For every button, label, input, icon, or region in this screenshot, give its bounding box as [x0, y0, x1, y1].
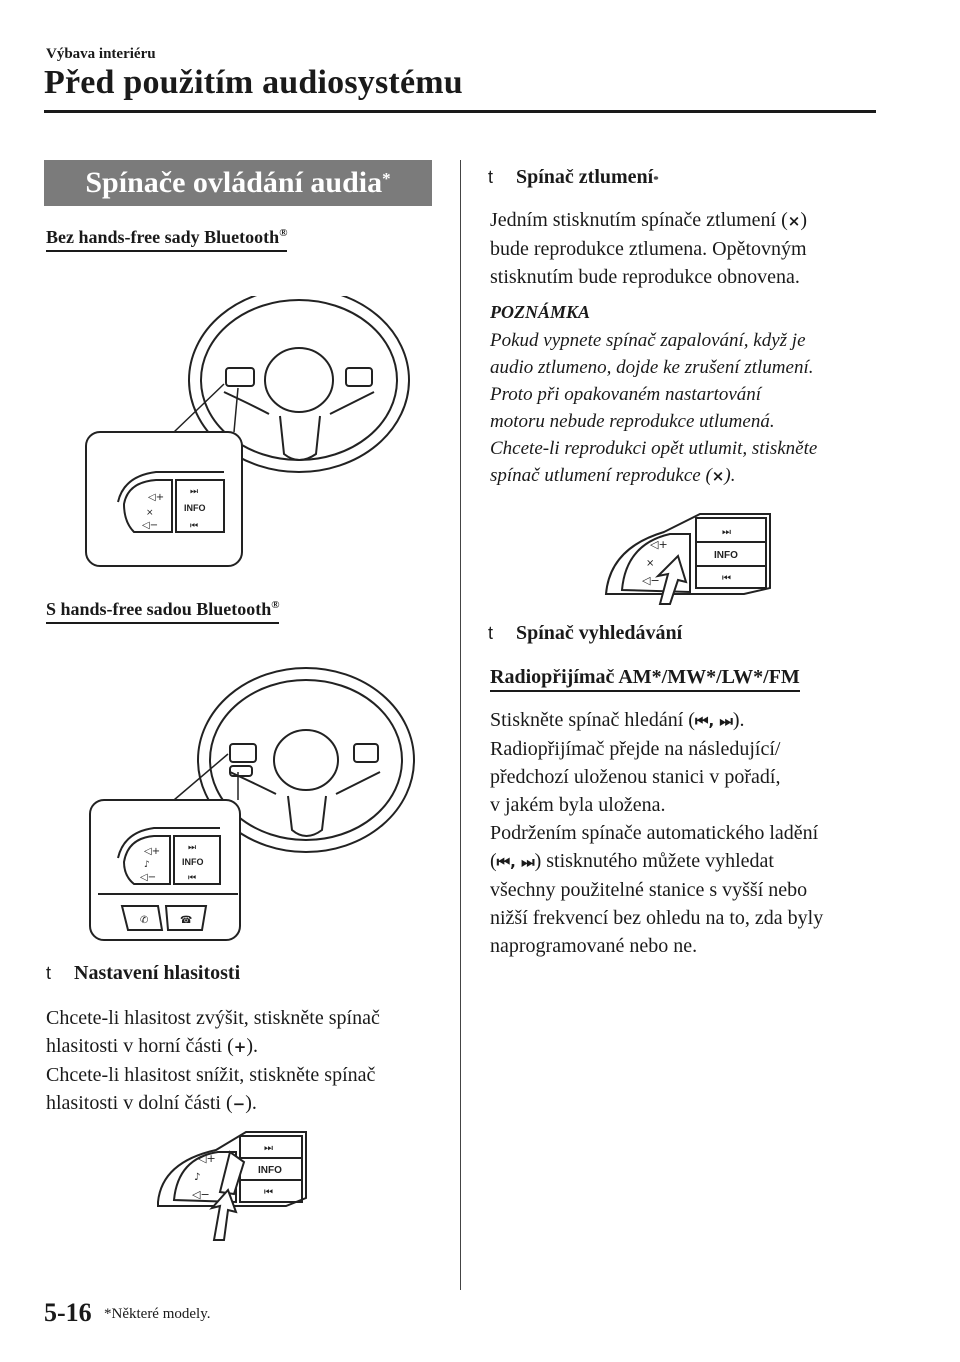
svg-text:◁+: ◁+ — [198, 1152, 216, 1165]
heading-mute — [488, 166, 659, 189]
registered-mark: ® — [279, 227, 288, 239]
heading-volume — [46, 962, 240, 985]
text-line: Radiopřijímač přejde na následující/ — [490, 738, 781, 760]
heading-text: Spínač vyhledávání — [516, 622, 683, 644]
text-line: hlasitosti v dolní části (−). — [46, 1092, 257, 1114]
volume-switch-illustration — [156, 1122, 312, 1244]
text-line: hlasitosti v horní části (+). — [46, 1035, 259, 1057]
svg-text:⏭: ⏭ — [190, 487, 199, 497]
svg-text:◁−: ◁− — [192, 1188, 210, 1201]
svg-text:✆: ✆ — [140, 915, 149, 926]
text-line: Chcete-li hlasitost zvýšit, stiskněte spínač — [46, 1007, 380, 1029]
bullet-marker: t — [488, 167, 494, 187]
volume-down-icon: − — [232, 1095, 246, 1113]
registered-mark: ® — [271, 599, 280, 611]
text-line: nižší frekvencí bez ohledu na to, zda byly — [490, 907, 824, 929]
search-paragraph — [490, 706, 910, 960]
svg-text:⏮: ⏮ — [722, 573, 731, 584]
text-line: Podržením spínače automatického ladění — [490, 822, 819, 844]
mute-icon: ⨯ — [711, 467, 725, 485]
svg-text:⨯: ⨯ — [146, 508, 154, 518]
text-line: (⏮, ⏭) stisknutého můžete vyhledat — [490, 850, 774, 872]
svg-text:♪: ♪ — [194, 1172, 201, 1183]
heading-without-bluetooth — [46, 222, 287, 252]
svg-text:◁+: ◁+ — [148, 492, 165, 503]
text-line: bude reprodukce ztlumena. Opětovným — [490, 238, 807, 260]
column-divider — [460, 160, 461, 1290]
page-number: 5-16 — [44, 1298, 92, 1327]
svg-text:◁+: ◁+ — [650, 538, 668, 551]
heading-text: Spínač ztlumení — [516, 166, 654, 188]
page-title: Před použitím audiosystému — [44, 64, 463, 101]
svg-text:◁−: ◁− — [142, 520, 159, 531]
footnote: *Některé modely. — [104, 1306, 211, 1322]
svg-text:◁−: ◁− — [140, 872, 157, 883]
mute-paragraph — [490, 206, 890, 291]
heading-search — [488, 622, 682, 645]
section-banner — [44, 160, 432, 206]
text-line: Proto při opakovaném nastartování — [490, 384, 762, 405]
info-label: INFO — [182, 857, 204, 867]
text-line: motoru nebude reprodukce utlumená. — [490, 411, 775, 432]
info-label: INFO — [184, 503, 206, 513]
volume-paragraph — [46, 1004, 446, 1118]
svg-text:⨯: ⨯ — [646, 558, 655, 569]
text-line: audio ztlumeno, dojde ke zrušení ztlumení. — [490, 357, 814, 378]
info-label: INFO — [258, 1165, 282, 1176]
text-line: Pokud vypnete spínač zapalování, když je — [490, 330, 806, 351]
heading-text: S hands-free sadou Bluetooth — [46, 599, 272, 619]
heading-with-bluetooth — [46, 594, 279, 624]
seek-icons: ⏮, ⏭ — [496, 853, 535, 871]
text-line: v jakém byla uložena. — [490, 794, 666, 816]
text-line: stisknutím bude reprodukce obnovena. — [490, 266, 800, 288]
asterisk-mark: * — [653, 174, 659, 186]
svg-text:⏮: ⏮ — [188, 873, 197, 883]
svg-text:♪: ♪ — [144, 860, 150, 870]
breadcrumb: Výbava interiéru — [46, 46, 156, 62]
text-line: naprogramované nebo ne. — [490, 935, 698, 957]
text-line: spínač utlumení reprodukce (⨯). — [490, 465, 736, 486]
heading-text: Nastavení hlasitosti — [74, 962, 241, 984]
bullet-marker: t — [488, 623, 494, 643]
heading-text: Bez hands-free sady Bluetooth — [46, 227, 280, 247]
text-line: Jedním stisknutím spínače ztlumení (⨯) — [490, 209, 807, 231]
svg-text:⏭: ⏭ — [188, 843, 197, 853]
info-label: INFO — [714, 550, 738, 561]
note-label: POZNÁMKA — [490, 302, 591, 322]
svg-text:◁+: ◁+ — [144, 846, 161, 857]
svg-text:☎: ☎ — [180, 915, 193, 926]
mute-switch-illustration — [604, 504, 774, 608]
banner-mark: * — [382, 169, 391, 188]
svg-text:⏭: ⏭ — [264, 1143, 273, 1154]
text-line: Chcete-li reprodukci opět utlumit, stiskněte — [490, 438, 818, 459]
svg-text:⏭: ⏭ — [722, 527, 731, 538]
volume-up-icon: + — [233, 1038, 247, 1056]
mute-icon: ⨯ — [787, 212, 801, 230]
text-line: Chcete-li hlasitost snížit, stiskněte spínač — [46, 1064, 376, 1086]
steering-wheel-illustration-2 — [88, 662, 418, 944]
svg-text:⏮: ⏮ — [190, 521, 199, 531]
steering-wheel-illustration-1 — [84, 296, 414, 570]
svg-text:⏮: ⏮ — [264, 1187, 273, 1198]
title-divider — [44, 110, 876, 113]
svg-text:◁−: ◁− — [642, 574, 660, 587]
banner-text: Spínače ovládání audia — [85, 166, 383, 199]
heading-radio: Radiopřijímač AM*/MW*/LW*/FM — [490, 666, 800, 692]
seek-icons: ⏮, ⏭ — [694, 712, 733, 730]
bullet-marker: t — [46, 963, 52, 983]
text-line: Stiskněte spínač hledání (⏮, ⏭). — [490, 709, 745, 731]
text-line: předchozí uloženou stanici v pořadí, — [490, 766, 781, 788]
note-paragraph — [490, 327, 910, 490]
text-line: všechny použitelné stanice s vyšší nebo — [490, 879, 808, 901]
